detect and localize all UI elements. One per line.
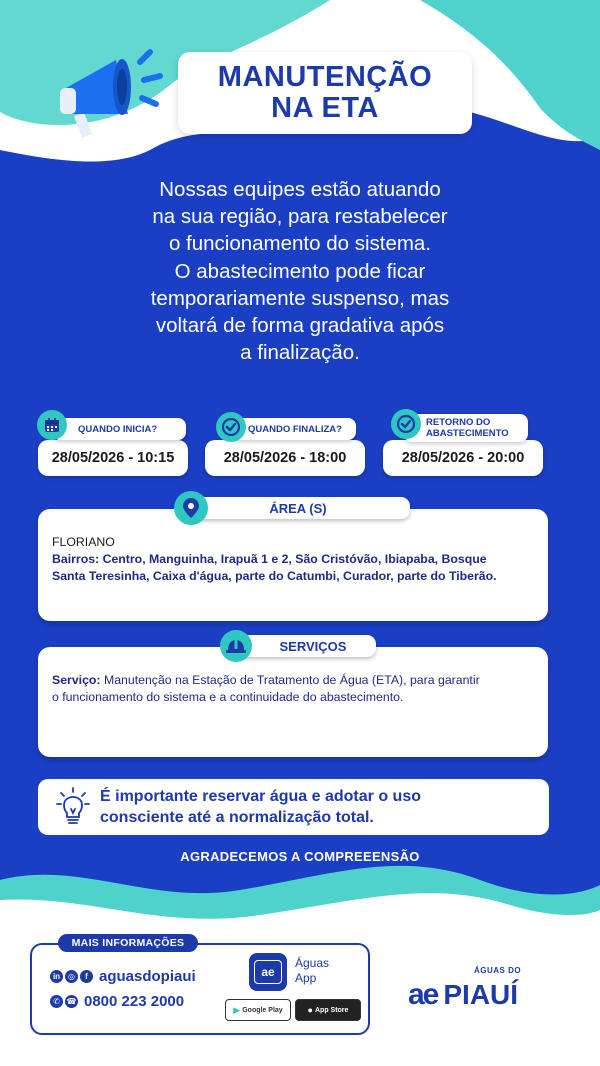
area-tag-label: ÁREA (S) (269, 500, 327, 516)
end-tag (230, 418, 356, 440)
return-label-line1: RETORNO DO (426, 417, 491, 428)
start-label: QUANDO INICIA? (78, 423, 158, 435)
services-line1: Manutenção na Estação de Tratamento de Água (ETA), para garantir (103, 673, 480, 687)
notice-line1: É importante reservar água e adotar o uso (100, 788, 421, 805)
start-date-box (38, 440, 188, 476)
check-circle-icon (391, 409, 421, 439)
area-line2: Santa Teresinha, Caixa d'água, parte do Catumbi, Curador, parte do Tiberão. (52, 569, 497, 583)
return-tag (404, 414, 528, 442)
intro-line: voltará de forma gradativa após (155, 314, 445, 338)
google-play-label: Google Play (242, 1006, 283, 1014)
thanks-text: AGRADECEMOS A COMPREEENSÃO (180, 849, 420, 864)
intro-line: temporariamente suspenso, mas (150, 286, 450, 310)
start-tag (52, 418, 186, 440)
services-tag (236, 635, 376, 657)
area-tag (186, 497, 410, 519)
megaphone-icon (56, 48, 166, 138)
google-play-button[interactable] (225, 999, 291, 1021)
return-label-line2: ABASTECIMENTO (426, 428, 509, 439)
check-circle-icon (216, 412, 246, 442)
page-title-line1: MANUTENÇÃO (217, 61, 433, 93)
calendar-icon (37, 410, 67, 440)
info-tag: MAIS INFORMAÇÕES (58, 934, 198, 952)
end-date-value: 28/05/2026 - 18:00 (223, 450, 347, 466)
lightbulb-icon (56, 787, 90, 827)
area-line1: Bairros: Centro, Manguinha, Irapuã 1 e 2, São Cristóvão, Ibiapaba, Bosque (52, 552, 487, 566)
services-label: Serviço: (52, 673, 101, 687)
intro-line: o funcionamento do sistema. (168, 232, 432, 256)
social-row (50, 968, 196, 985)
instagram-icon[interactable]: ◎ (65, 970, 78, 983)
title-box (178, 52, 472, 134)
return-date-value: 28/05/2026 - 20:00 (401, 450, 525, 466)
phone-row (50, 993, 184, 1010)
location-pin-icon (174, 491, 208, 525)
hard-hat-icon (220, 630, 252, 662)
services-line2: o funcionamento do sistema e a continuidade do abastecimento. (52, 690, 404, 704)
aguas-app-icon[interactable]: ae (249, 953, 287, 991)
brand-name: PIAUÍ (443, 979, 519, 1010)
area-text (52, 534, 542, 585)
intro-line: a finalização. (240, 341, 360, 365)
intro-paragraph (60, 176, 540, 366)
app-name-line1: Águas (295, 956, 330, 970)
services-tag-label: SERVIÇOS (279, 638, 347, 654)
linkedin-icon[interactable]: in (50, 970, 63, 983)
brand-small: ÁGUAS DO (474, 966, 522, 975)
notice-line2: consciente até a normalização total. (100, 809, 374, 826)
social-handle[interactable]: aguasdopiaui (99, 968, 196, 985)
area-city: FLORIANO (52, 535, 115, 549)
app-name (295, 956, 329, 986)
end-date-box (205, 440, 365, 476)
facebook-icon[interactable]: f (80, 970, 93, 983)
app-name-line2: App (295, 971, 317, 985)
intro-line: na sua região, para restabelecer (152, 205, 448, 229)
services-text (52, 672, 546, 706)
end-label: QUANDO FINALIZA? (248, 423, 342, 435)
page-title-line2: NA ETA (271, 92, 379, 124)
app-store-label: App Store (314, 1006, 349, 1014)
apple-icon: ● (307, 1005, 313, 1015)
play-icon: ▶ (233, 1004, 241, 1015)
start-date-value: 28/05/2026 - 10:15 (51, 450, 175, 466)
app-store-button[interactable] (295, 999, 361, 1021)
brand-mark-icon: ae (408, 978, 438, 1011)
phone-icon: ☎ (66, 997, 77, 1006)
notice-box (38, 779, 549, 835)
intro-line: Nossas equipes estão atuando (159, 178, 441, 201)
intro-line: O abastecimento pode ficar (174, 259, 426, 283)
phone-number[interactable]: 0800 223 2000 (84, 993, 185, 1010)
return-date-box (383, 440, 543, 476)
brand-logo (408, 978, 518, 1012)
whatsapp-icon: ✆ (50, 995, 63, 1008)
